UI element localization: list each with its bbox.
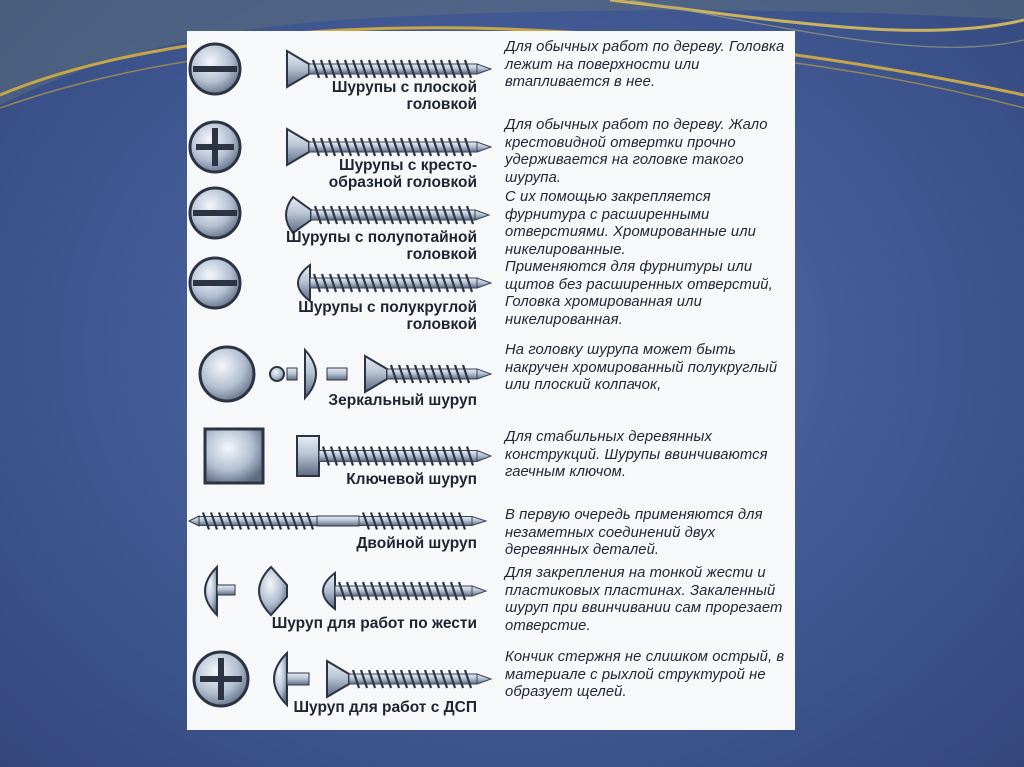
screw-caption	[332, 79, 477, 113]
caption-line-2: образной головкой	[328, 174, 477, 191]
caption-line-1: Шуруп для работ с ДСП	[293, 699, 477, 716]
caption-line-1: Шурупы с кресто-	[339, 157, 477, 174]
screw-row-5	[187, 336, 795, 416]
screw-description: С их помощью закрепляется фурнитура с расширенными отверстиями. Хромированные или никелированные.	[505, 189, 756, 258]
caption-line-1: Шурупы с полукруглой	[298, 299, 477, 316]
caption-line-1: Шуруп для работ по жести	[271, 615, 477, 632]
screw-description: Для обычных работ по дереву. Головка лежит на поверхности или втапливается в нее.	[505, 39, 785, 90]
caption-line-2: головкой	[406, 246, 477, 263]
screw-caption	[272, 615, 477, 632]
screw-caption	[356, 535, 477, 552]
caption-line-2: головкой	[406, 316, 477, 333]
screw-types-sheet	[187, 31, 795, 730]
screw-description: Для закрепления на тонкой жести и пластиковых пластинах. Закаленный шуруп при ввинчивании сам прорезает отверстие.	[505, 565, 783, 634]
screw-row-4	[187, 253, 795, 333]
screw-caption	[293, 699, 477, 716]
screw-caption	[346, 471, 477, 488]
screw-description: На головку шурупа может быть накручен хромированный полукруглый или плоский колпачок,	[505, 342, 778, 393]
caption-line-1: Ключевой шуруп	[346, 471, 477, 488]
screw-caption	[328, 392, 477, 409]
screw-row-8	[187, 559, 795, 639]
screw-row-1	[187, 33, 795, 113]
screw-row-9	[187, 643, 795, 723]
caption-line-1: Шурупы с плоской	[331, 79, 477, 96]
screw-row-2	[187, 111, 795, 191]
screw-description: Кончик стержня не слишком острый, в материале с рыхлой структурой не образует щелей.	[505, 649, 785, 700]
caption-line-1: Шурупы с полупотайной	[286, 229, 477, 246]
screw-row-6	[187, 423, 795, 495]
screw-row-7	[187, 501, 795, 557]
screw-description: Применяются для фурнитуры или щитов без расширенных отверстий, Головка хромированная или никелированная.	[505, 259, 773, 328]
screw-row-3	[187, 183, 795, 263]
caption-line-1: Зеркальный шуруп	[328, 392, 477, 409]
screw-description: Для стабильных деревянных конструкций. Шурупы ввинчиваются гаечным ключом.	[505, 429, 768, 480]
screw-description: В первую очередь применяются для незаметных соединений двух деревянных деталей.	[505, 507, 763, 558]
screw-description: Для обычных работ по дереву. Жало крестовидной отвертки прочно удерживается на головке такого шурупа.	[505, 117, 768, 186]
caption-line-1: Двойной шуруп	[356, 535, 477, 552]
caption-line-2: головкой	[406, 96, 477, 113]
screw-caption	[298, 299, 477, 333]
